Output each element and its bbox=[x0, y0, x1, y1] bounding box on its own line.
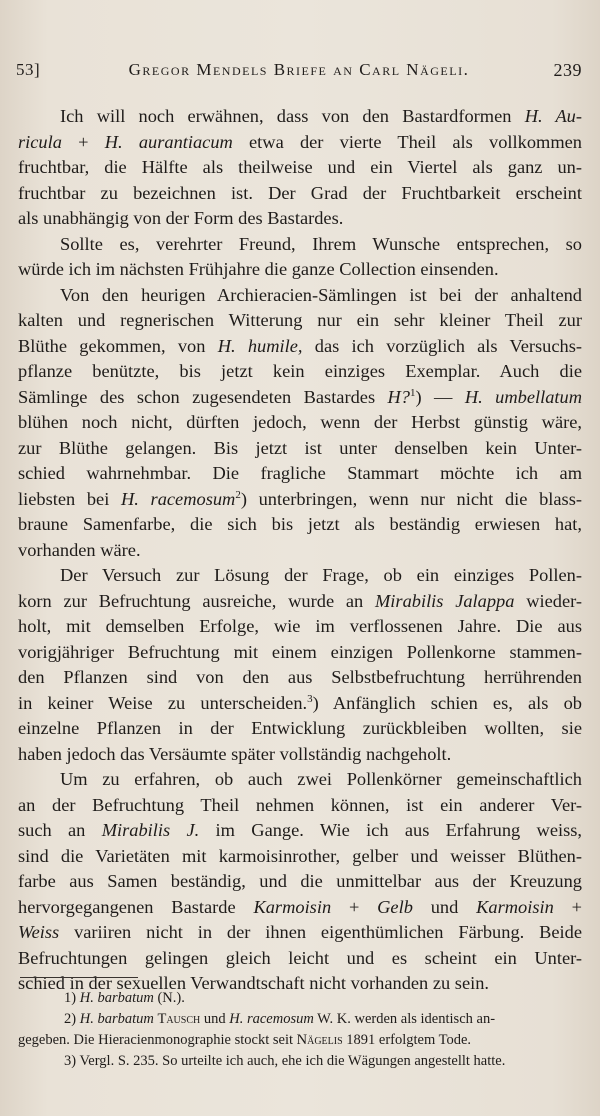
text-line: vorhanden wäre. bbox=[18, 539, 141, 560]
text-line: in keiner Weise zu unterscheiden.$^3$) Anfänglich schien es, als ob bbox=[18, 692, 582, 713]
text-line: würde ich im nächsten Frühjahre die ganze Collection einsenden. bbox=[18, 259, 499, 279]
footnote-line: 2) H. barbatum Tausch und H. racemosum W. K. werden als identisch an- bbox=[64, 1011, 496, 1027]
page-number: 239 bbox=[553, 60, 582, 80]
header-section-number: 53] bbox=[16, 60, 41, 79]
text-line: haben jedoch das Versäumte später vollständig nachgeholt. bbox=[18, 743, 452, 764]
text-line: als unabhängig von der Form des Bastardes. bbox=[18, 208, 344, 228]
text-line: Von den heurigen Archieracien-Sämlingen ist bei der anhaltend bbox=[60, 284, 582, 305]
footnotes bbox=[18, 988, 582, 1072]
text-line: farbe aus Samen beständig, und die unmittelbar aus der Kreuzung bbox=[18, 871, 582, 891]
text-line: korn zur Befruchtung ausreiche, wurde an Mirabilis Jalappa wieder- bbox=[18, 590, 582, 611]
letter-body-text bbox=[18, 104, 582, 997]
text-line: Um zu erfahren, ob auch zwei Pollenkörner gemeinschaftlich bbox=[60, 769, 582, 789]
text-line: sind die Varietäten mit karmoisinrother, gelber und weisser Blüthen- bbox=[18, 845, 582, 866]
footnote-line: gegeben. Die Hieracienmonographie stockt seit Nägelis 1891 erfolgtem Tode. bbox=[18, 1032, 472, 1048]
footnote-line: 1) H. barbatum (N.). bbox=[64, 990, 185, 1006]
running-header bbox=[16, 60, 582, 86]
text-line: fruchtbar zu bezeichnen ist. Der Grad der Fruchtbarkeit erscheint bbox=[18, 182, 582, 203]
paragraph bbox=[18, 767, 582, 997]
text-line: Sämlinge des schon zugesendeten Bastardes H?$^1$) — H. umbellatum bbox=[18, 386, 583, 407]
text-line: einzelne Pflanzen in der Entwicklung zurückbleiben wollten, sie bbox=[18, 718, 582, 738]
text-line: liebsten bei H. racemosum$^2$) unterbringen, wenn nur nicht die blass- bbox=[18, 488, 582, 509]
text-line: holt, mit demselben Erfolge, wie im verflossenen Jahre. Die aus bbox=[18, 616, 582, 636]
text-line: hervorgegangenen Bastarde Karmoisin + Gelb und Karmoisin + bbox=[18, 896, 582, 917]
footnote-line: 3) Vergl. S. 235. So urteilte ich auch, ehe ich die Wägungen angestellt hatte. bbox=[64, 1053, 506, 1069]
paragraph bbox=[18, 563, 582, 767]
text-line: Weiss variiren nicht in der ihnen eigenthümlichen Färbung. Beide bbox=[18, 922, 582, 942]
text-line: Ich will noch erwähnen, dass von den Bastardformen H. Au- bbox=[60, 106, 582, 126]
text-line: Blüthe gekommen, von H. humile, das ich vorzüglich als Versuchs- bbox=[18, 335, 583, 356]
text-line: pflanze benützte, bis jetzt kein einziges Exemplar. Auch die bbox=[18, 361, 582, 381]
text-line: ricula + H. aurantiacum etwa der vierte Theil als vollkommen bbox=[18, 131, 582, 152]
text-line: an der Befruchtung Theil nehmen können, ist ein anderer Ver- bbox=[18, 794, 582, 815]
paragraph bbox=[18, 104, 582, 232]
text-line: fruchtbar, die Hälfte als theilweise und ein Viertel als ganz un- bbox=[18, 157, 582, 177]
text-line: kalten und regnerischen Witterung nur ein sehr kleiner Theil zur bbox=[18, 310, 582, 330]
text-line: Sollte es, verehrter Freund, Ihrem Wunsche entsprechen, so bbox=[60, 233, 582, 254]
text-line: schied wahrnehmbar. Die fragliche Stammart möchte ich am bbox=[18, 463, 582, 483]
text-line: blühen noch nicht, dürften jedoch, wenn der Herbst günstig wäre, bbox=[18, 412, 582, 432]
text-line: Befruchtungen gelingen gleich leicht und es scheint ein Unter- bbox=[18, 947, 582, 968]
paragraph bbox=[18, 283, 582, 564]
paragraph bbox=[18, 232, 582, 283]
text-line: zur Blüthe gelangen. Bis jetzt ist unter denselben kein Unter- bbox=[18, 437, 582, 458]
text-line: vorigjähriger Befruchtung mit einem einzigen Pollenkorne stammen- bbox=[18, 641, 582, 662]
text-line: Der Versuch zur Lösung der Frage, ob ein einziges Pollen- bbox=[60, 565, 582, 585]
text-line: schied in der sexuellen Verwandtschaft nicht vorhanden zu sein. bbox=[18, 973, 490, 993]
text-line: den Pflanzen sind von den aus Selbstbefruchtung herrührenden bbox=[18, 667, 582, 687]
header-title: Gregor Mendels Briefe an Carl Nägeli. bbox=[128, 60, 470, 79]
text-line: braune Samenfarbe, die sich bis jetzt als beständig erwiesen hat, bbox=[18, 514, 582, 534]
text-line: such an Mirabilis J. im Gange. Wie ich aus Erfahrung weiss, bbox=[18, 820, 582, 840]
footnote-divider bbox=[20, 977, 138, 978]
